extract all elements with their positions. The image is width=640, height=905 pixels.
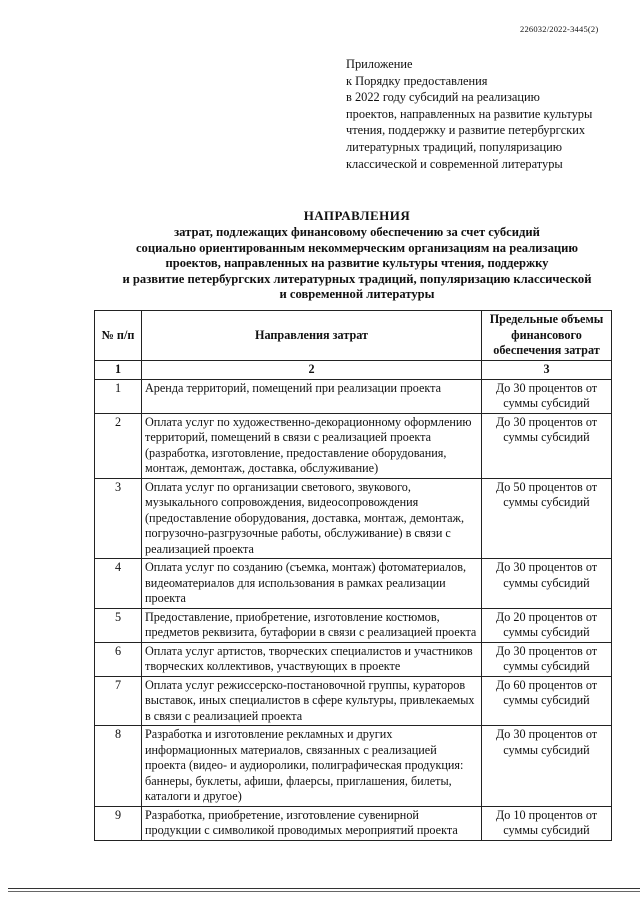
header-number: № п/п xyxy=(95,311,142,361)
header-limit: Предельные объемы финансового обеспечения затрат xyxy=(482,311,612,361)
row-direction: Разработка и изготовление рекламных и других информационных материалов, связанных с реализацией проекта (видео- и аудиоролики, полиграфическая продукция: баннеры, буклеты, афиши, флаерсы, приглашения, билеты, каталоги и другое) xyxy=(142,726,482,807)
subtitle-line: затрат, подлежащих финансовому обеспечению за счет субсидий xyxy=(174,225,540,239)
row-direction: Оплата услуг по художественно-декорационному оформлению территорий, помещений в связи с реализацией проекта (разработка, изготовление, предоставление оборудования, монтаж, демонтаж, доставка, обслуживание) xyxy=(142,413,482,478)
row-number: 5 xyxy=(95,608,142,642)
document-title: НАПРАВЛЕНИЯ xyxy=(303,208,411,223)
row-limit: До 50 процентов от суммы субсидий xyxy=(482,478,612,559)
row-number: 3 xyxy=(95,478,142,559)
subtitle-line: и современной литературы xyxy=(279,287,435,302)
row-direction: Оплата услуг по организации светового, звукового, музыкального сопровождения, видеосопровождения (предоставление оборудования, доставка, монтаж, демонтаж, погрузочно-разгрузочные работы, обслуживание) в связи с реализацией проекта xyxy=(142,478,482,559)
row-direction: Предоставление, приобретение, изготовление костюмов, предметов реквизита, бутафории в связи с реализацией проекта xyxy=(142,608,482,642)
row-number: 4 xyxy=(95,559,142,609)
document-subtitle xyxy=(90,225,624,303)
table-row xyxy=(95,559,612,609)
row-number: 2 xyxy=(95,413,142,478)
subtitle-line: и развитие петербургских литературных традиций, популяризацию классической xyxy=(122,271,592,286)
row-limit: До 60 процентов от суммы субсидий xyxy=(482,676,612,726)
row-number: 1 xyxy=(95,379,142,413)
row-direction: Аренда территорий, помещений при реализации проекта xyxy=(142,379,482,413)
row-limit: До 30 процентов от суммы субсидий xyxy=(482,726,612,807)
row-limit: До 30 процентов от суммы субсидий xyxy=(482,642,612,676)
appendix-line: Приложение xyxy=(346,57,413,71)
appendix-line: классической и современной литературы xyxy=(346,156,563,171)
document-title-block xyxy=(90,207,624,303)
row-limit: До 20 процентов от суммы субсидий xyxy=(482,608,612,642)
table-row xyxy=(95,413,612,478)
subtitle-line: социально ориентированным некоммерческим организациям на реализацию xyxy=(135,240,579,255)
row-direction: Оплата услуг артистов, творческих специалистов и участников творческих коллективов, участвующих в проекте xyxy=(142,642,482,676)
row-limit: До 30 процентов от суммы субсидий xyxy=(482,379,612,413)
subtitle-line: проектов, направленных на развитие культуры чтения, поддержку xyxy=(165,256,549,271)
document-number: 226032/2022-3445(2) xyxy=(520,24,599,34)
appendix-block xyxy=(346,56,636,172)
row-limit: До 30 процентов от суммы субсидий xyxy=(482,559,612,609)
page-bottom-rule-secondary xyxy=(8,891,640,892)
table-row xyxy=(95,806,612,840)
expense-directions-table xyxy=(94,310,612,841)
column-number-3: 3 xyxy=(482,361,612,380)
table-row xyxy=(95,478,612,559)
header-direction: Направления затрат xyxy=(142,311,482,361)
appendix-line: проектов, направленных на развитие культуры xyxy=(346,106,593,121)
appendix-line: в 2022 году субсидий на реализацию xyxy=(346,90,540,105)
table-row xyxy=(95,379,612,413)
row-number: 7 xyxy=(95,676,142,726)
row-number: 9 xyxy=(95,806,142,840)
appendix-line: к Порядку предоставления xyxy=(346,73,488,88)
row-limit: До 10 процентов от суммы субсидий xyxy=(482,806,612,840)
row-number: 8 xyxy=(95,726,142,807)
row-direction: Оплата услуг режиссерско-постановочной группы, кураторов выставок, иных специалистов в сфере культуры, привлекаемых в связи с реализацией проекта xyxy=(142,676,482,726)
row-number: 6 xyxy=(95,642,142,676)
row-direction: Оплата услуг по созданию (съемка, монтаж) фотоматериалов, видеоматериалов для использования в рамках реализации проекта xyxy=(142,559,482,609)
row-direction: Разработка, приобретение, изготовление сувенирной продукции с символикой проводимых мероприятий проекта xyxy=(142,806,482,840)
appendix-line: чтения, поддержку и развитие петербургских xyxy=(346,123,586,138)
column-number-2: 2 xyxy=(142,361,482,380)
table-row xyxy=(95,726,612,807)
appendix-line: литературных традиций, популяризацию xyxy=(346,139,563,154)
column-number-1: 1 xyxy=(95,361,142,380)
row-limit: До 30 процентов от суммы субсидий xyxy=(482,413,612,478)
table-row xyxy=(95,642,612,676)
page-bottom-rule xyxy=(8,888,640,889)
table-row xyxy=(95,608,612,642)
table-row xyxy=(95,676,612,726)
